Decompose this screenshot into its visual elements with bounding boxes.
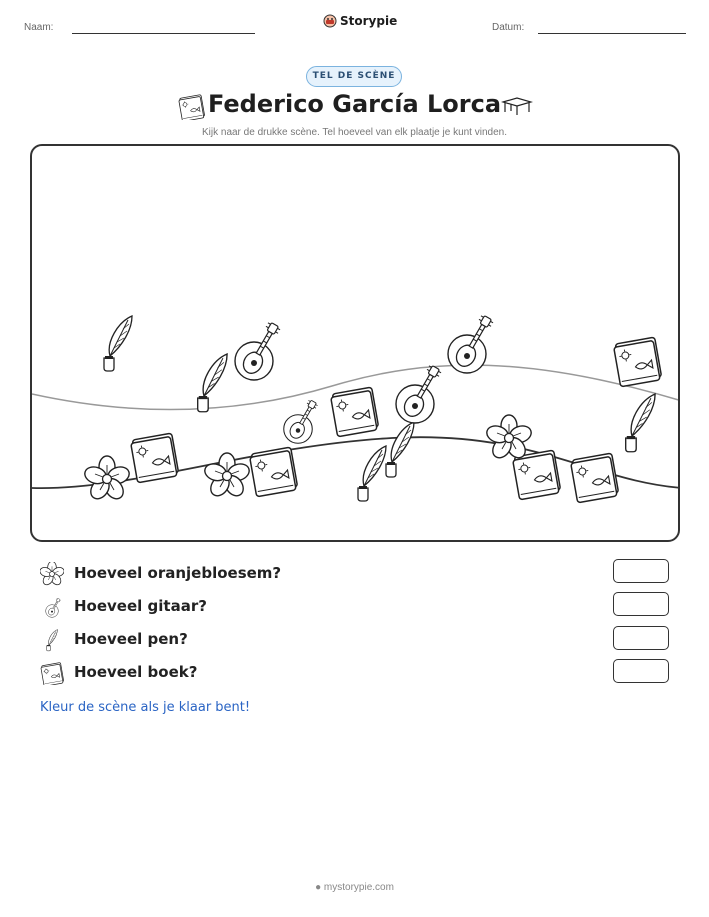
storypie-mascot-icon: ● [315, 882, 322, 893]
date-label: Datum: [492, 22, 525, 33]
answer-box-guitar[interactable] [613, 592, 669, 616]
guitar [448, 314, 494, 373]
activity-badge: TEL DE SCÈNE [306, 66, 402, 87]
book-icon [40, 661, 64, 685]
question-guitar: Hoeveel gitaar? [74, 597, 207, 615]
counting-scene [30, 144, 680, 542]
instructions: Kijk naar de drukke scène. Tel hoeveel van elk plaatje je kunt vinden. [201, 127, 507, 138]
guitar [396, 364, 442, 423]
orange-blossom [83, 456, 132, 502]
orange-blossom [203, 453, 252, 499]
quill-pen [198, 354, 227, 412]
question-book: Hoeveel boek? [74, 663, 198, 681]
book [131, 433, 179, 483]
table-icon [501, 96, 533, 116]
name-line[interactable] [72, 33, 255, 34]
quill-pen [104, 316, 132, 371]
quill-pen [386, 422, 414, 477]
question-orange-blossom: Hoeveel oranjebloesem? [74, 564, 282, 582]
quill-pen [358, 446, 386, 501]
name-label: Naam: [24, 22, 54, 33]
scene-illustration [32, 146, 680, 542]
book [250, 447, 298, 497]
page-title: Federico García Lorca [207, 90, 502, 118]
answer-box-book[interactable] [613, 659, 669, 683]
quill-pen [626, 394, 655, 452]
answer-box-orange-blossom[interactable] [613, 559, 669, 583]
book [571, 453, 619, 503]
guitar-icon [40, 595, 64, 619]
quill-pen-icon [40, 628, 64, 652]
site-footer [0, 882, 709, 893]
storypie-mascot-icon [323, 14, 337, 28]
coloring-instruction: Kleur de scène als je klaar bent! [40, 700, 251, 715]
storypie-logo [323, 14, 397, 28]
question-pen: Hoeveel pen? [74, 630, 188, 648]
answer-box-pen[interactable] [613, 626, 669, 650]
orange-blossom-icon [40, 562, 64, 586]
book [614, 337, 662, 387]
guitar [235, 321, 281, 380]
brand-name: Storypie [340, 14, 398, 28]
book [331, 387, 379, 437]
guitar [284, 399, 319, 443]
date-line[interactable] [538, 33, 686, 34]
site-url: mystorypie.com [323, 882, 394, 893]
